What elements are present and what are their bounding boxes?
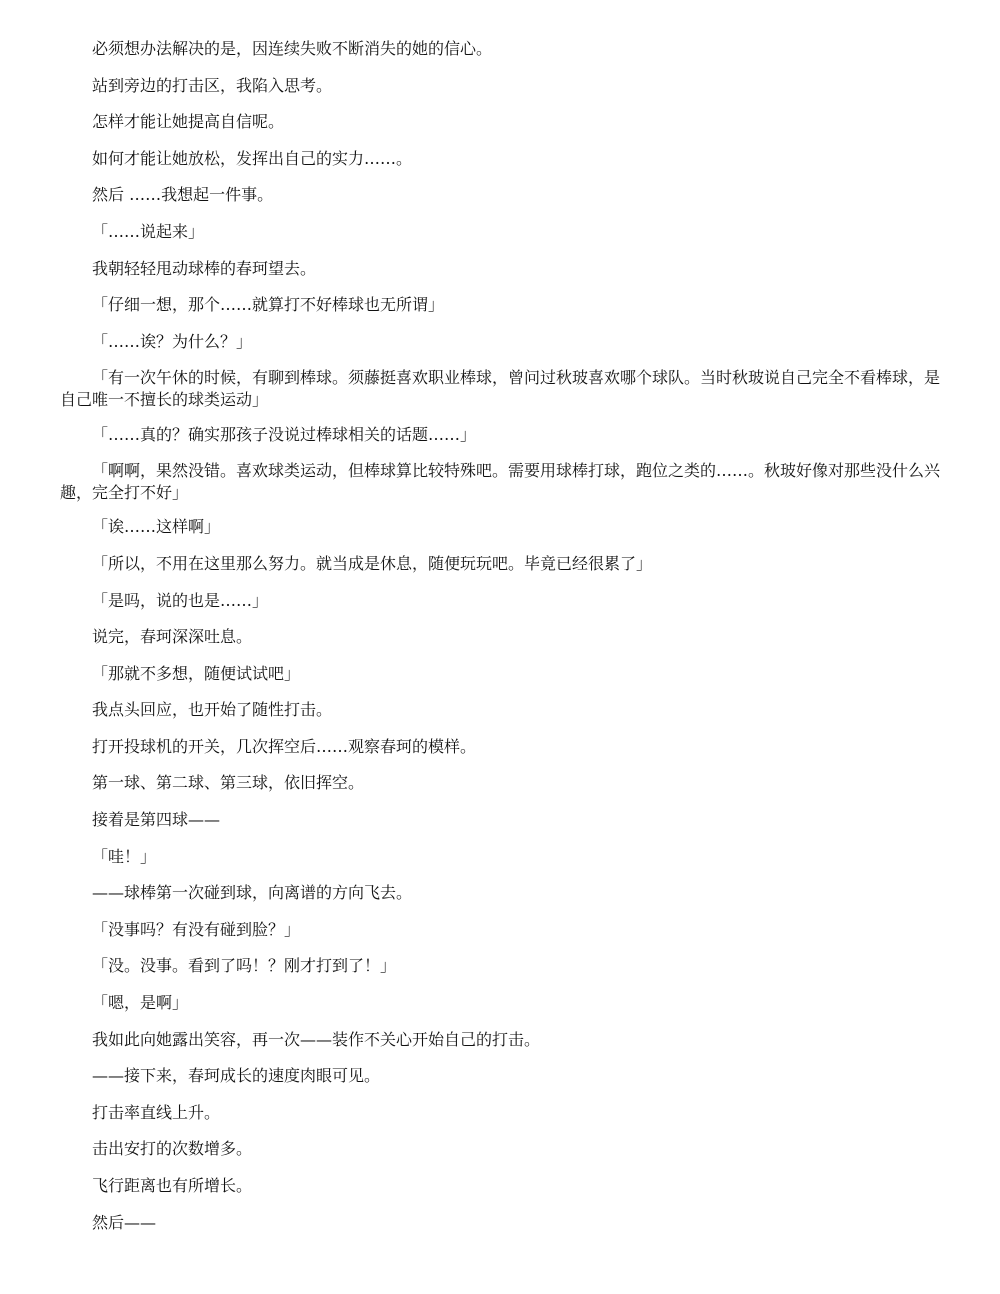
paragraph: 「没。没事。看到了吗！？刚才打到了！」 (92, 956, 397, 976)
paragraph: 打击率直线上升。 (92, 1102, 221, 1122)
paragraph: 我朝轻轻甩动球棒的春珂望去。 (92, 258, 317, 278)
paragraph: 「有一次午休的时候，有聊到棒球。须藤挺喜欢职业棒球，曾问过秋玻喜欢哪个球队。当时秋玻说自己完全不看棒球，是自己唯一不擅长的球类运动」 (60, 368, 941, 410)
paragraph: 说完，春珂深深吐息。 (92, 627, 253, 647)
paragraph: 「……诶？为什么？」 (92, 331, 253, 351)
paragraph: 「……说起来」 (92, 221, 205, 241)
paragraph: 必须想办法解决的是，因连续失败不断消失的她的信心。 (92, 39, 493, 58)
paragraph: 击出安打的次数增多。 (92, 1139, 253, 1159)
paragraph: 打开投球机的开关，几次挥空后……观察春珂的模样。 (92, 736, 477, 756)
paragraph: 如何才能让她放松，发挥出自己的实力……。 (92, 148, 413, 168)
paragraph: 「嗯，是啊」 (92, 993, 189, 1013)
paragraph: 飞行距离也有所增长。 (92, 1176, 253, 1195)
paragraph: 第一球、第二球、第三球，依旧挥空。 (92, 773, 365, 793)
paragraph: 接着是第四球—— (92, 810, 221, 830)
paragraph: 「哇！」 (92, 846, 157, 866)
paragraph: 「是吗，说的也是……」 (92, 590, 269, 610)
paragraph: 「那就不多想，随便试试吧」 (92, 663, 301, 683)
document-page (60, 38, 940, 1248)
paragraph: 「诶……这样啊」 (92, 517, 221, 537)
paragraph: 站到旁边的打击区，我陷入思考。 (92, 75, 333, 95)
paragraph: 我点头回应，也开始了随性打击。 (92, 700, 333, 720)
paragraph: 「没事吗？有没有碰到脸？」 (92, 919, 301, 939)
paragraph: 「仔细一想，那个……就算打不好棒球也无所谓」 (92, 295, 445, 315)
paragraph: 然后 ……我想起一件事。 (92, 185, 274, 205)
paragraph: 怎样才能让她提高自信呢。 (92, 112, 285, 132)
paragraph: 「啊啊，果然没错。喜欢球类运动，但棒球算比较特殊吧。需要用球棒打球，跑位之类的……。秋玻好像对那些没什么兴趣，完全打不好」 (60, 461, 941, 503)
paragraph: 「所以，不用在这里那么努力。就当成是休息，随便玩玩吧。毕竟已经很累了」 (92, 553, 653, 573)
paragraph: 然后—— (92, 1212, 157, 1232)
paragraph: 「……真的？确实那孩子没说过棒球相关的话题……」 (92, 424, 477, 444)
paragraph: ——接下来，春珂成长的速度肉眼可见。 (92, 1066, 381, 1086)
paragraph: ——球棒第一次碰到球，向离谱的方向飞去。 (92, 883, 413, 903)
paragraph: 我如此向她露出笑容，再一次——装作不关心开始自己的打击。 (92, 1029, 541, 1049)
